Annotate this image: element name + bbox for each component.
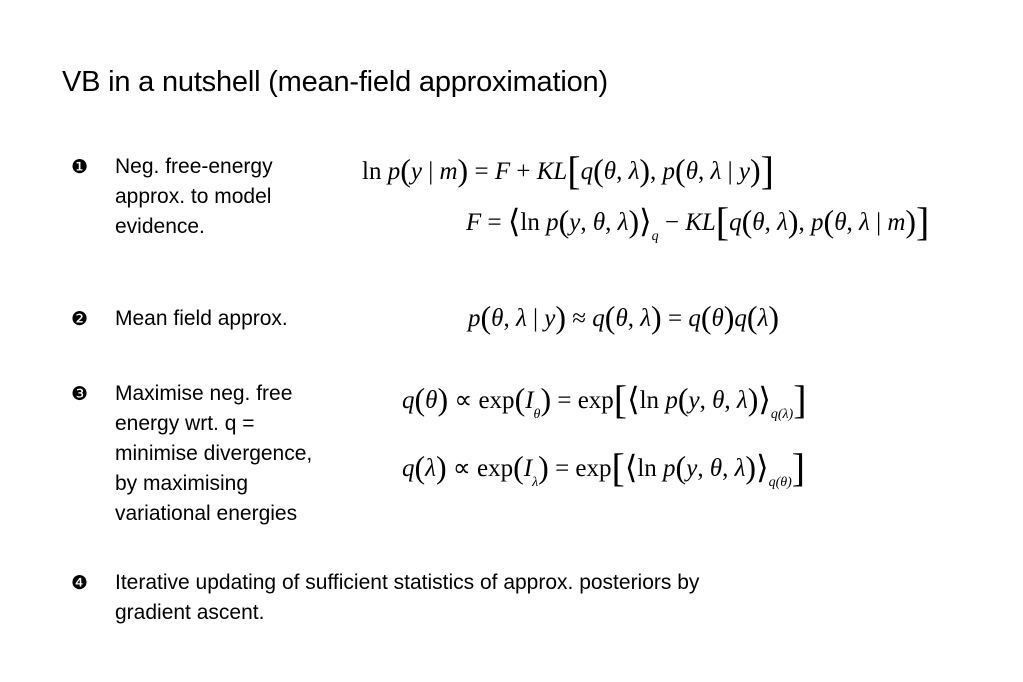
equation-mean-field: p(θ, λ | y) ≈ q(θ, λ) = q(θ)q(λ) <box>468 299 780 335</box>
bullet-4 <box>71 568 871 632</box>
bullet-marker-4: ❹ <box>71 572 89 594</box>
slide-title: VB in a nutshell (mean-field approximation) <box>62 66 608 98</box>
equation-free-energy: F = ⟨ln p(y, θ, $\lambda)⟩_q - KL[q(\theta$, λ), p(θ, λ | m)] <box>466 199 930 244</box>
equation-update-lambda: $q(\lambda) \propto \exp(I_\lambda)$ = exp[⟨ln p(y, θ, $\lambda)⟩_{q(\theta)}$] <box>402 445 806 490</box>
bullet-3 <box>71 379 391 534</box>
bullet-marker-3: ❸ <box>71 383 89 405</box>
bullet-marker-2: ❷ <box>71 308 89 330</box>
bullet-2 <box>71 304 391 336</box>
bullet-text-3: Maximise neg. free energy wrt. q = minimise divergence, by maximising variational energies <box>115 382 313 525</box>
bullet-text-4: Iterative updating of sufficient statistics of approx. posteriors by gradient ascent. <box>115 571 700 624</box>
bullet-1 <box>71 152 361 247</box>
equation-model-evidence: ln p(y | m) = F + KL[q(θ, λ), p(θ, λ | y)] <box>362 148 774 193</box>
equation-update-theta: $q(\theta) \propto \exp(I_\theta)$ = exp[⟨ln p(y, θ, $\lambda)⟩_{q(\lambda)}$] <box>402 377 807 422</box>
bullet-marker-1: ❶ <box>71 156 89 178</box>
bullet-text-1: Neg. free-energy approx. to model evidence. <box>115 155 273 238</box>
bullet-text-2: Mean field approx. <box>115 307 288 330</box>
